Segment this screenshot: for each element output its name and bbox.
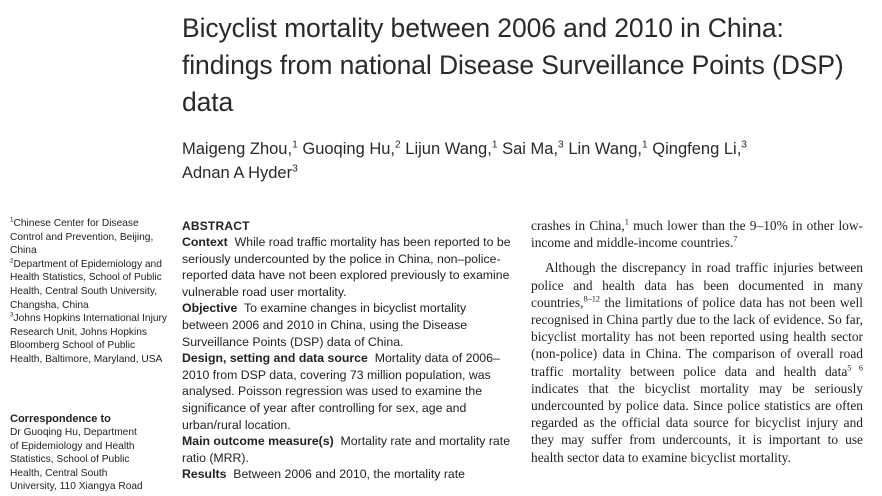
article-title: Bicyclist mortality between 2006 and 2010 in China: findings from national Disease Surveillance Points (DSP) data [182,13,844,117]
abstract-label: Results [182,467,227,482]
abstract-label: Design, setting and data source [182,351,368,366]
abstract-text: Mortality data of 2006–2010 from DSP data, covering 73 million population, was analysed. Poisson regression was used to examine the significance of year after controlling for sex, age and urban/rural location. [182,351,500,432]
abstract-section-context [182,234,512,300]
body-text-run: crashes in China, [531,218,625,233]
citation-ref: 5 6 [847,363,863,373]
abstract-heading: ABSTRACT [182,219,250,233]
abstract-text: While road traffic mortality has been reported to be seriously undercounted by the police in China, non–police-reported data have not been explored previously to examine vulnerable road user mortality. [182,235,511,299]
affiliation-text: Johns Hopkins International Injury Research Unit, Johns Hopkins Bloomberg School of Public Health, Baltimore, Maryland, USA [10,313,167,365]
author-name: Lijun Wang, [405,140,492,158]
author-name: Sai Ma, [502,140,559,158]
abstract-text: Between 2006 and 2010, the mortality rate [233,467,466,482]
author-name: Maigeng Zhou, [182,140,293,158]
author-affiliation-ref: 1 [642,139,648,151]
correspondence-line: Statistics, School of Public [10,454,130,466]
abstract-section-objective [182,300,512,350]
correspondence-line: Health, Central South [10,467,108,479]
abstract-text: To examine changes in bicyclist mortality between 2006 and 2010 in China, using the Disease Surveillance Points (DSP) data of China. [182,301,468,349]
body-text-column [531,217,863,466]
abstract-label: Main outcome measure(s) [182,434,334,449]
abstract-block [182,219,512,483]
correspondence-block [10,412,168,494]
affiliation-text: Department of Epidemiology and Health Statistics, School of Public Health, Central South University, Changsha, China [10,258,162,311]
body-text-run: Although the discrepancy in road traffic injuries between police and health data has been documented in many countries, [531,260,863,310]
correspondence-line: of Epidemiology and Health [10,440,135,452]
abstract-text: Mortality rate and mortality rate ratio (MRR). [182,434,511,465]
body-text-run: indicates that the bicyclist mortality may be seriously undercounted by police data. Since police statistics are often regarded as the official data source for bicyclist injury and they may suffer from undercounts, it is important to use health sector data to examine bicyclist mortality. [531,380,863,465]
abstract-section-results [182,466,512,483]
citation-ref: 7 [733,234,738,244]
affiliation-number: 3 [10,311,14,319]
author-affiliation-ref: 2 [395,139,401,151]
author-name: Guoqing Hu, [302,140,396,158]
affiliation-item [10,312,168,366]
correspondence-heading: Correspondence to [10,413,111,425]
correspondence-body [10,426,168,494]
affiliation-number: 2 [10,257,14,265]
affiliation-item [10,258,168,312]
author-name: Adnan A Hyder [182,164,293,182]
body-paragraph [531,259,863,465]
author-name: Lin Wang, [568,140,643,158]
affiliations-block [10,217,168,367]
author-affiliation-ref: 1 [292,139,298,151]
affiliation-number: 1 [10,216,14,224]
abstract-label: Objective [182,301,238,316]
author-affiliation-ref: 3 [292,163,298,175]
citation-ref: 1 [624,217,629,227]
abstract-section-outcome [182,433,512,466]
author-affiliation-ref: 3 [741,139,747,151]
correspondence-line: University, 110 Xiangya Road [10,481,143,493]
body-paragraph [531,217,863,251]
correspondence-line: Dr Guoqing Hu, Department [10,427,137,438]
author-affiliation-ref: 1 [491,139,498,151]
abstract-section-design [182,350,512,433]
author-affiliation-ref: 3 [558,139,564,151]
author-list [182,137,872,185]
author-name: Qingfeng Li, [652,140,742,158]
citation-ref: 8–12 [583,294,601,304]
body-text-run: much lower than the 9–10% in other low-income and middle-income countries. [531,218,863,251]
affiliation-item [10,217,168,258]
abstract-label: Context [182,235,228,249]
body-text-run: the limitations of police data has not been well recognised in China partly due to the lack of evidence. So far, bicyclist mortality has not been reported using health sector (non-police) data in China. The comparison of overall road traffic mortality between police data and health data [531,294,863,379]
affiliation-text: Chinese Center for Disease Control and Prevention, Beijing, China [10,218,154,257]
